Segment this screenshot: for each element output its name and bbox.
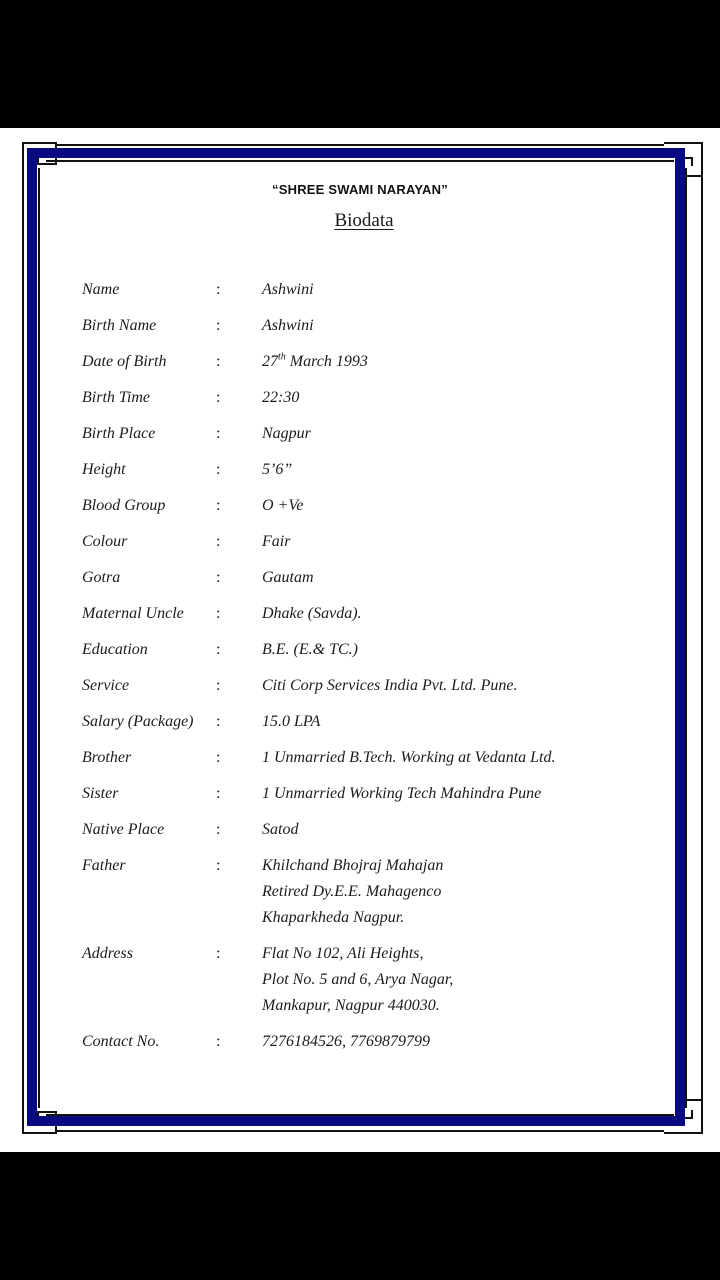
field-value: 22:30 — [262, 389, 300, 406]
field-value: Gautam — [262, 569, 314, 586]
biodata-fields — [82, 277, 662, 1065]
field-colon: : — [216, 533, 221, 550]
dob-rest: March 1993 — [285, 353, 368, 370]
field-value: 7276184526, 7769879799 — [262, 1033, 430, 1050]
field-value: 5’6” — [262, 461, 293, 478]
dob-day-suffix: th — [278, 351, 286, 363]
field-colon: : — [216, 785, 221, 802]
field-value: Nagpur — [262, 425, 311, 442]
field-colon: : — [216, 425, 221, 442]
field-label: Height — [82, 461, 126, 478]
field-label: Name — [82, 281, 120, 298]
field-label: Brother — [82, 749, 132, 766]
field-colon: : — [216, 1033, 221, 1050]
field-label: Sister — [82, 785, 119, 802]
field-label: Contact No. — [82, 1033, 160, 1050]
field-value: Satod — [262, 821, 299, 838]
field-contact — [82, 1029, 662, 1065]
field-label: Birth Name — [82, 317, 157, 334]
field-colon: : — [216, 945, 221, 962]
field-label: Address — [82, 945, 133, 962]
dob-day: 27 — [262, 353, 278, 370]
field-label: Blood Group — [82, 497, 166, 514]
field-colon: : — [216, 281, 221, 298]
field-value: Ashwini — [262, 317, 314, 334]
page-title-text: Biodata — [334, 210, 394, 231]
field-colon: : — [216, 605, 221, 622]
field-label: Date of Birth — [82, 353, 167, 370]
field-label: Gotra — [82, 569, 121, 586]
father-line: Khilchand Bhojraj Mahajan — [262, 857, 444, 874]
field-colon: : — [216, 641, 221, 658]
field-native-place — [82, 817, 662, 853]
field-label: Father — [82, 857, 126, 874]
field-birth-name — [82, 313, 662, 349]
field-colour — [82, 529, 662, 565]
field-colon: : — [216, 353, 221, 370]
address-line: Mankapur, Nagpur 440030. — [262, 997, 440, 1014]
field-label: Birth Time — [82, 389, 151, 406]
field-value: B.E. (E.& TC.) — [262, 641, 358, 658]
field-sister — [82, 781, 662, 817]
field-brother — [82, 745, 662, 781]
address-line: Flat No 102, Ali Heights, — [262, 945, 424, 962]
field-value — [262, 349, 368, 375]
field-label: Service — [82, 677, 130, 694]
field-colon: : — [216, 713, 221, 730]
invocation-heading: “SHREE SWAMI NARAYAN” — [272, 182, 448, 197]
field-value — [262, 941, 453, 1019]
field-birth-place — [82, 421, 662, 457]
father-line: Khaparkheda Nagpur. — [262, 909, 405, 926]
field-birth-time — [82, 385, 662, 421]
page-title — [0, 210, 720, 232]
field-label: Birth Place — [82, 425, 156, 442]
field-education — [82, 637, 662, 673]
field-label: Native Place — [82, 821, 165, 838]
field-salary — [82, 709, 662, 745]
field-colon: : — [216, 569, 221, 586]
field-label: Salary (Package) — [82, 713, 194, 730]
field-value: Citi Corp Services India Pvt. Ltd. Pune. — [262, 677, 518, 694]
field-value — [262, 853, 443, 931]
field-value: Dhake (Savda). — [262, 605, 362, 622]
field-colon: : — [216, 317, 221, 334]
field-value: 1 Unmarried B.Tech. Working at Vedanta Ltd. — [262, 749, 556, 766]
field-label: Education — [82, 641, 148, 658]
address-line: Plot No. 5 and 6, Arya Nagar, — [262, 971, 454, 988]
field-colon: : — [216, 677, 221, 694]
field-value: O +Ve — [262, 497, 304, 514]
field-name — [82, 277, 662, 313]
field-label: Colour — [82, 533, 128, 550]
field-value: Ashwini — [262, 281, 314, 298]
field-date-of-birth — [82, 349, 662, 385]
field-address — [82, 941, 662, 1029]
father-line: Retired Dy.E.E. Mahagenco — [262, 883, 442, 900]
field-service — [82, 673, 662, 709]
field-gotra — [82, 565, 662, 601]
field-height — [82, 457, 662, 493]
field-value: Fair — [262, 533, 291, 550]
field-colon: : — [216, 389, 221, 406]
field-value: 1 Unmarried Working Tech Mahindra Pune — [262, 785, 542, 802]
field-value: 15.0 LPA — [262, 713, 321, 730]
field-colon: : — [216, 749, 221, 766]
field-maternal-uncle — [82, 601, 662, 637]
biodata-page — [0, 128, 720, 1152]
field-label: Maternal Uncle — [82, 605, 184, 622]
field-colon: : — [216, 857, 221, 874]
field-colon: : — [216, 497, 221, 514]
field-blood-group — [82, 493, 662, 529]
field-colon: : — [216, 461, 221, 478]
field-colon: : — [216, 821, 221, 838]
field-father — [82, 853, 662, 941]
